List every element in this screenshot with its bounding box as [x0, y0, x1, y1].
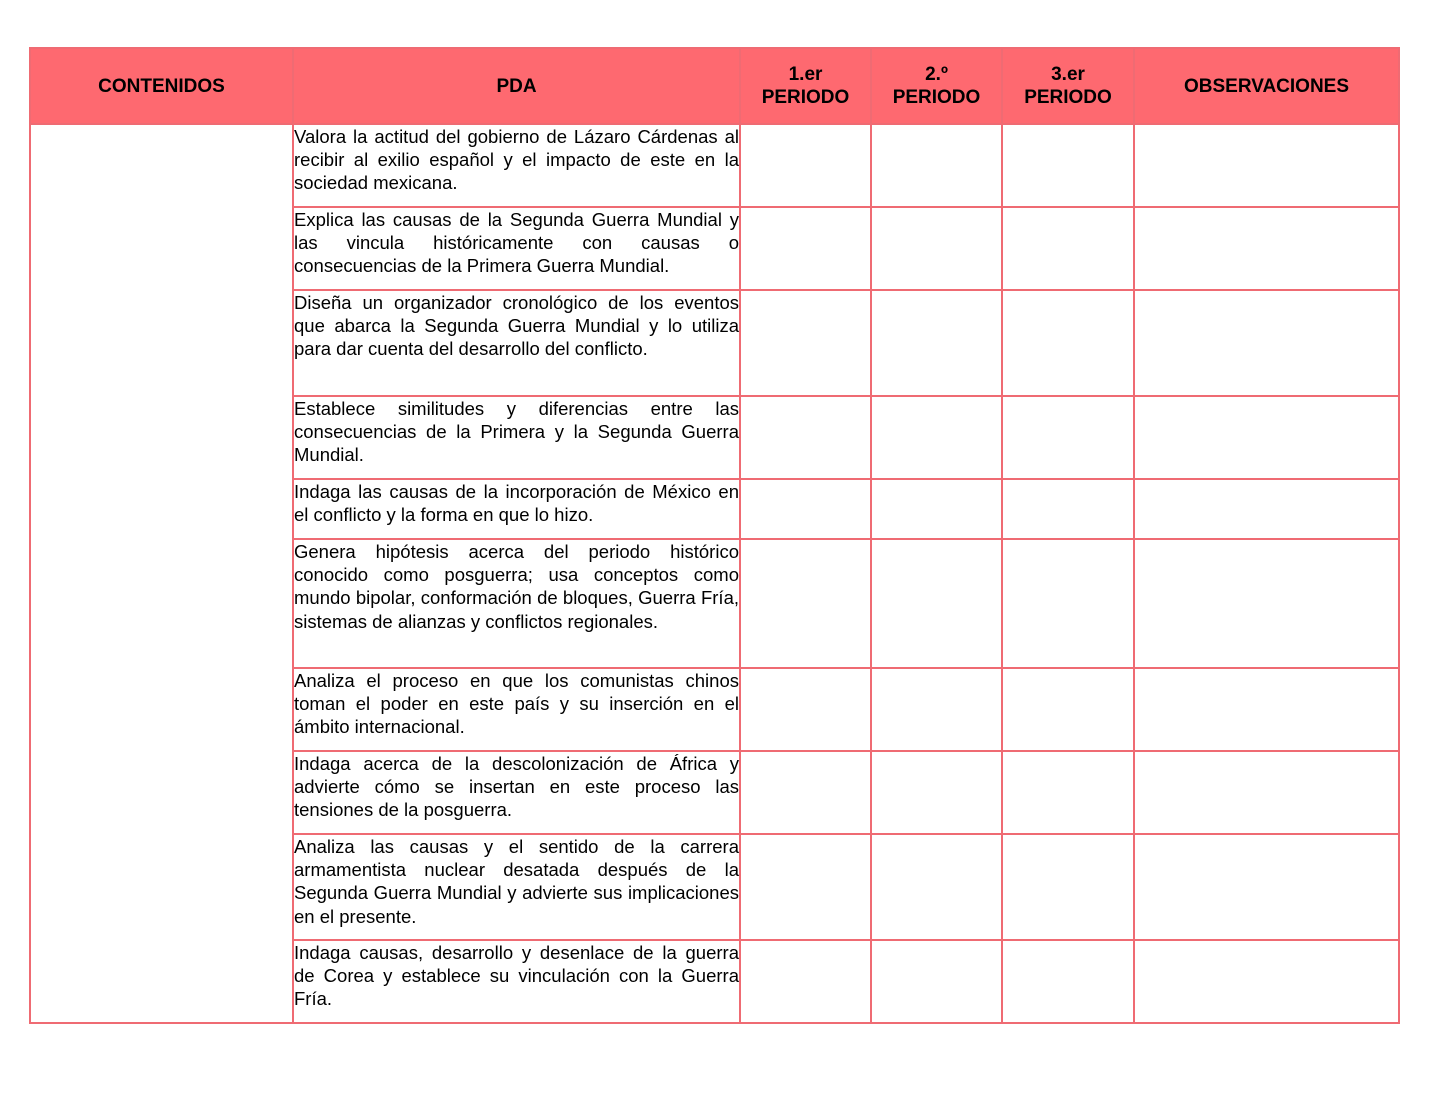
header-observaciones: OBSERVACIONES	[1134, 48, 1399, 124]
period-3-cell	[1002, 834, 1134, 940]
period-1-cell	[740, 834, 871, 940]
pda-cell: Valora la actitud del gobierno de Lázaro Cárdenas al recibir al exilio español y el impacto de este en la sociedad mexicana.	[293, 124, 740, 207]
period-1-cell	[740, 396, 871, 479]
header-period-3: 3.er PERIODO	[1002, 48, 1134, 124]
period-3-cell	[1002, 940, 1134, 1023]
observaciones-cell	[1134, 124, 1399, 207]
pda-cell: Explica las causas de la Segunda Guerra Mundial y las vincula históricamente con causas o consecuencias de la Primera Guerra Mundial.	[293, 207, 740, 290]
header-period-2: 2.º PERIODO	[871, 48, 1002, 124]
contenidos-cell	[30, 124, 293, 1023]
period-2-cell	[871, 539, 1002, 668]
period-1-cell	[740, 124, 871, 207]
pda-cell: Genera hipótesis acerca del periodo histórico conocido como posguerra; usa conceptos como mundo bipolar, conformación de bloques, Guerra Fría, sistemas de alianzas y conflictos regionales.	[293, 539, 740, 668]
period-1-cell	[740, 290, 871, 396]
period-3-cell	[1002, 668, 1134, 751]
observaciones-cell	[1134, 479, 1399, 539]
header-period-1: 1.er PERIODO	[740, 48, 871, 124]
observaciones-cell	[1134, 396, 1399, 479]
period-3-cell	[1002, 539, 1134, 668]
period-1-cell	[740, 539, 871, 668]
period-2-cell	[871, 290, 1002, 396]
period-2-cell	[871, 396, 1002, 479]
header-pda: PDA	[293, 48, 740, 124]
period-2-cell	[871, 207, 1002, 290]
period-1-cell	[740, 668, 871, 751]
period-1-cell	[740, 479, 871, 539]
pda-cell: Indaga causas, desarrollo y desenlace de la guerra de Corea y establece su vinculación con la Guerra Fría.	[293, 940, 740, 1023]
header-contenidos: CONTENIDOS	[30, 48, 293, 124]
period-2-cell	[871, 124, 1002, 207]
period-3-cell	[1002, 124, 1134, 207]
table-row	[30, 124, 1399, 207]
observaciones-cell	[1134, 834, 1399, 940]
period-1-cell	[740, 940, 871, 1023]
period-3-cell	[1002, 290, 1134, 396]
observaciones-cell	[1134, 290, 1399, 396]
observaciones-cell	[1134, 539, 1399, 668]
pda-cell: Indaga acerca de la descolonización de África y advierte cómo se insertan en este proceso las tensiones de la posguerra.	[293, 751, 740, 834]
period-2-cell	[871, 751, 1002, 834]
period-2-cell	[871, 668, 1002, 751]
period-2-cell	[871, 940, 1002, 1023]
header-row	[30, 48, 1399, 124]
observaciones-cell	[1134, 668, 1399, 751]
period-1-cell	[740, 751, 871, 834]
pda-cell: Analiza el proceso en que los comunistas chinos toman el poder en este país y su inserción en el ámbito internacional.	[293, 668, 740, 751]
period-3-cell	[1002, 396, 1134, 479]
period-2-cell	[871, 479, 1002, 539]
period-3-cell	[1002, 207, 1134, 290]
pda-cell: Indaga las causas de la incorporación de México en el conflicto y la forma en que lo hizo.	[293, 479, 740, 539]
period-2-cell	[871, 834, 1002, 940]
period-3-cell	[1002, 751, 1134, 834]
period-3-cell	[1002, 479, 1134, 539]
pda-cell: Diseña un organizador cronológico de los eventos que abarca la Segunda Guerra Mundial y lo utiliza para dar cuenta del desarrollo del conflicto.	[293, 290, 740, 396]
period-1-cell	[740, 207, 871, 290]
observaciones-cell	[1134, 940, 1399, 1023]
observaciones-cell	[1134, 751, 1399, 834]
evaluation-table	[29, 47, 1400, 1024]
pda-cell: Establece similitudes y diferencias entre las consecuencias de la Primera y la Segunda Guerra Mundial.	[293, 396, 740, 479]
pda-cell: Analiza las causas y el sentido de la carrera armamentista nuclear desatada después de la Segunda Guerra Mundial y advierte sus implicaciones en el presente.	[293, 834, 740, 940]
observaciones-cell	[1134, 207, 1399, 290]
